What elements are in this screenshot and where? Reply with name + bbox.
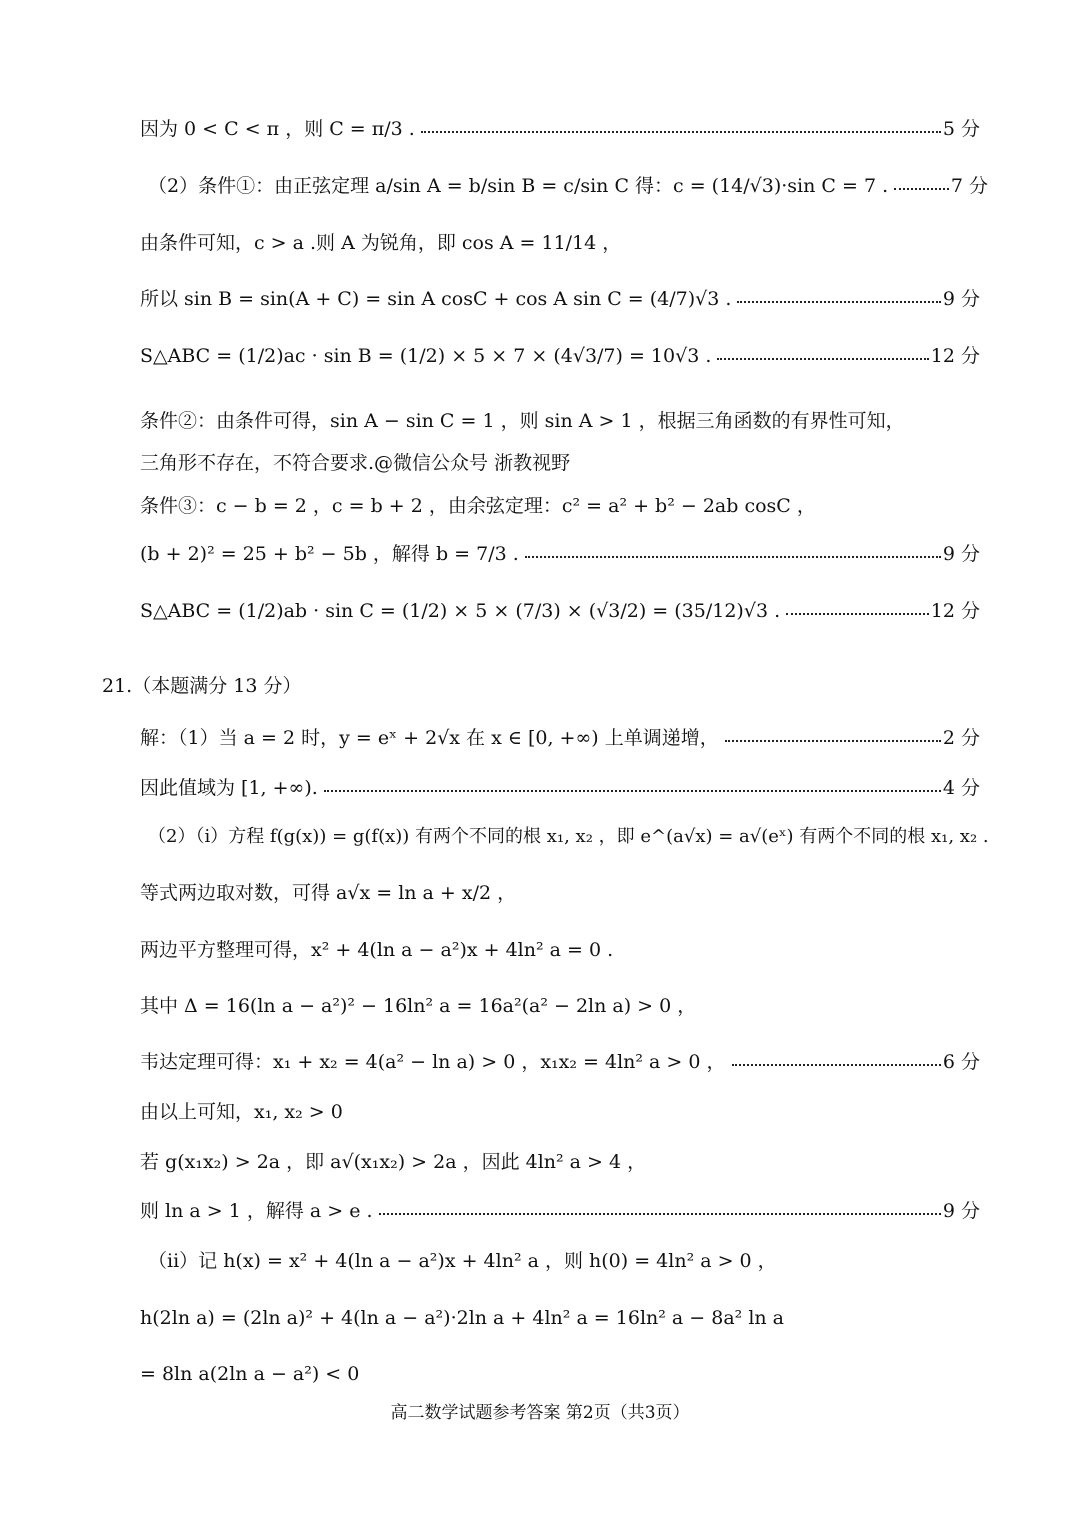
dot-leader (737, 301, 940, 303)
line-23 (140, 1307, 980, 1330)
line-9 (140, 543, 980, 566)
dot-leader (894, 188, 949, 190)
line-text: 所以 sin B = sin(A + C) = sin A cosC + cos A sin C = (4/7)√3 . (140, 288, 732, 310)
line-text: 由以上可知，x₁, x₂ > 0 (140, 1101, 343, 1123)
line-10 (140, 600, 980, 623)
page-footer: 高二数学试题参考答案 第2页（共3页） (390, 1403, 690, 1423)
line-19 (140, 1101, 980, 1124)
dot-leader (732, 1064, 941, 1066)
line-17 (140, 995, 980, 1018)
line-text: （ii）记 h(x) = x² + 4(ln a − a²)x + 4ln² a ，则 h(0) = 4ln² a > 0 ， (148, 1250, 777, 1272)
line-text: （2）（i）方程 f(g(x)) = g(f(x)) 有两个不同的根 x₁, x₂ ，即 e^(a√x) = a√(eˣ) 有两个不同的根 x₁, x₂ . (148, 826, 989, 847)
dot-leader (717, 358, 928, 360)
dot-leader (725, 740, 941, 742)
score-label: 9 分 (942, 543, 980, 565)
dot-leader (324, 790, 941, 792)
score-label: 7 分 (950, 175, 988, 197)
score-label: 6 分 (942, 1051, 980, 1073)
line-8 (140, 495, 980, 518)
dot-leader (786, 613, 929, 615)
line-text: = 8ln a(2ln a − a²) < 0 (140, 1363, 360, 1385)
line-text: 解：（1）当 a = 2 时，y = eˣ + 2√x 在 x ∈ [0, +∞) 上单调递增， (140, 727, 719, 749)
line-16 (140, 939, 980, 962)
line-text: 则 ln a > 1 ，解得 a > e . (140, 1200, 373, 1222)
line-3 (140, 232, 980, 255)
line-text: 等式两边取对数，可得 a√x = ln a + x/2 ， (140, 882, 517, 904)
line-text: 条件②：由条件可得，sin A − sin C = 1 ，则 sin A > 1 ，根据三角函数的有界性可知， (140, 410, 905, 432)
line-21 (140, 1200, 980, 1223)
score-label: 2 分 (942, 727, 980, 749)
score-label: 12 分 (930, 600, 980, 622)
line-4 (140, 288, 980, 311)
line-6 (140, 410, 980, 433)
score-label: 12 分 (930, 345, 980, 367)
line-text: 两边平方整理可得，x² + 4(ln a − a²)x + 4ln² a = 0 . (140, 939, 614, 961)
line-text: 21.（本题满分 13 分） (102, 675, 302, 697)
line-5 (140, 345, 980, 368)
dot-leader (421, 131, 941, 133)
line-2 (148, 175, 988, 198)
line-20 (140, 1151, 980, 1174)
line-text: h(2ln a) = (2ln a)² + 4(ln a − a²)·2ln a + 4ln² a = 16ln² a − 8a² ln a (140, 1307, 784, 1329)
line-24 (140, 1363, 980, 1386)
line-text: S△ABC = (1/2)ac · sin B = (1/2) × 5 × 7 × (4√3/7) = 10√3 . (140, 345, 712, 367)
line-15 (140, 882, 980, 905)
score-label: 9 分 (942, 1200, 980, 1222)
line-text: 因为 0 < C < π ，则 C = π/3 . (140, 118, 415, 140)
line-text: 其中 Δ = 16(ln a − a²)² − 16ln² a = 16a²(a² − 2ln a) > 0 ， (140, 995, 697, 1017)
dot-leader (525, 556, 941, 558)
dot-leader (379, 1213, 941, 1215)
score-label: 9 分 (942, 288, 980, 310)
line-text: (b + 2)² = 25 + b² − 5b ，解得 b = 7/3 . (140, 543, 519, 565)
line-12 (140, 727, 980, 750)
score-label: 5 分 (942, 118, 980, 140)
line-text: 三角形不存在，不符合要求.@微信公众号 浙教视野 (140, 452, 571, 474)
line-14 (148, 826, 988, 848)
line-text: 由条件可知，c > a .则 A 为锐角，即 cos A = 11/14 ， (140, 232, 622, 254)
line-22 (148, 1250, 988, 1273)
line-1 (140, 118, 980, 141)
score-label: 4 分 (942, 777, 980, 799)
line-text: S△ABC = (1/2)ab · sin C = (1/2) × 5 × (7/3) × (√3/2) = (35/12)√3 . (140, 600, 781, 622)
line-text: 韦达定理可得：x₁ + x₂ = 4(a² − ln a) > 0 ，x₁x₂ = 4ln² a > 0 ， (140, 1051, 726, 1073)
question-title (102, 675, 942, 698)
line-18 (140, 1051, 980, 1074)
line-text: 若 g(x₁x₂) > 2a ，即 a√(x₁x₂) > 2a ，因此 4ln² a > 4 ， (140, 1151, 647, 1173)
line-7 (140, 452, 980, 475)
line-text: 因此值域为 [1, +∞). (140, 777, 318, 799)
line-text: （2）条件①：由正弦定理 a/sin A = b/sin B = c/sin C 得：c = (14/√3)·sin C = 7 . (148, 175, 889, 197)
line-text: 条件③：c − b = 2 ，c = b + 2 ，由余弦定理：c² = a² + b² − 2ab cosC ， (140, 495, 816, 517)
line-13 (140, 777, 980, 800)
